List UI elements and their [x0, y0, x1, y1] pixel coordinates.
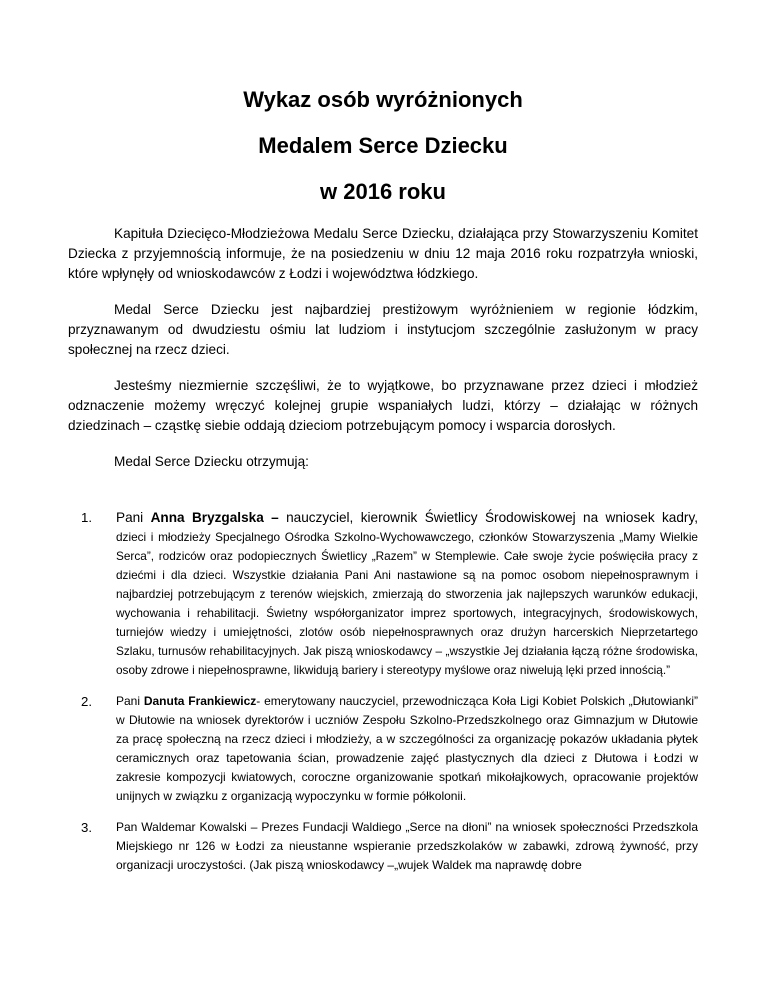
list-item-number: 2.: [81, 694, 92, 709]
recipient-description: dzieci i młodzieży Specjalnego Ośrodka Szkolno-Wychowawczego, członków Stowarzyszenia „Mamy Wielkie Serca”, rodziców oraz podopiecznych Świetlicy „Razem” w Stemplewie. Całe swoje życie poświęciła pracy z dziećmi i dla dzieci. Wszystkie działania Pani Ani nastawione są na pomoc osobom niepełnosprawnym i najbardziej potrzebującym z terenów wiejskich, zmierzają do stworzenia jak najlepszych warunków edukacji, wychowania i rehabilitacji. Świetny współorganizator imprez sportowych, integracyjnych, środowiskowych, turniejów wiedzy i umiejętności, zlotów osób niepełnosprawnych oraz drużyn harcerskich Nieprzetartego Szlaku, turnusów rehabilitacyjnych. Jak piszą wnioskodawcy – „wszystkie Jej działania łączą różne środowiska, osoby zdrowe i niepełnosprawne, likwidują bariery i stereotypy myślowe oraz niwelują lęki przed innością.”: [116, 530, 698, 677]
title-line-3: w 2016 roku: [320, 179, 446, 204]
title-line-1: Wykaz osób wyróżnionych: [243, 87, 523, 112]
list-item: [68, 818, 698, 875]
list-item: [68, 692, 698, 806]
recipients-list: [68, 508, 698, 875]
intro-paragraph-2: Medal Serce Dziecku jest najbardziej prestiżowym wyróżnieniem w regionie łódzkim, przyznawanym od dwudziestu ośmiu lat ludziom i instytucjom szczególnie zasłużonym w pracy społecznej na rzecz dzieci.: [68, 302, 698, 357]
list-item-text: Pan Waldemar Kowalski – Prezes Fundacji Waldiego „Serce na dłoni” na wniosek społeczności Przedszkola Miejskiego nr 126 w Łodzi za nieustanne wspieranie przedszkolaków w zabawki, zdrową żywność, przy organizacji uroczystości. (Jak piszą wnioskodawcy –„wujek Waldek ma naprawdę dobre: [116, 820, 698, 872]
intro-paragraph-3: Jesteśmy niezmiernie szczęśliwi, że to wyjątkowe, bo przyznawane przez dzieci i młodzież odznaczenie możemy wręczyć kolejnej grupie wspaniałych ludzi, którzy – działając w różnych dziedzinach – cząstkę siebie oddają dzieciom potrzebującym pomocy i wsparcia dorosłych.: [68, 378, 698, 433]
recipient-prefix: Pani: [116, 694, 141, 708]
recipient-description: - emerytowany nauczyciel, przewodnicząca Koła Ligi Kobiet Polskich „Dłutowianki” w Dłutowie na wniosek dyrektorów i uczniów Zespołu Szkolno-Przedszkolnego oraz Gimnazjum w Dłutowie za pracę społeczną na rzecz dzieci i młodzieży, a w szczególności za organizację pokazów układania płytek ceramicznych oraz tapetowania ścian, prowadzenie zajęć plastycznych dla dzieci z Dłutowa i Łodzi w zakresie kompozycji kwiatowych, coroczne organizowanie spotkań mikołajkowych, opracowanie projektów unijnych w związku z organizacją wypoczynku w formie półkolonii.: [116, 694, 699, 803]
list-item-text: [116, 692, 698, 806]
recipient-lead-rest: nauczyciel, kierownik Świetlicy Środowiskowej na wniosek kadry,: [278, 510, 699, 525]
intro-paragraph-1: Kapituła Dziecięco-Młodzieżowa Medalu Serce Dziecku, działająca przy Stowarzyszeniu Komitet Dziecka z przyjemnością informuje, że na posiedzeniu w dniu 12 maja 2016 roku rozpatrzyła wnioski, które wpłynęły od wnioskodawców z Łodzi i województwa łódzkiego.: [68, 226, 698, 281]
intro-paragraph-4: Medal Serce Dziecku otrzymują:: [114, 454, 309, 469]
list-item: [68, 508, 698, 680]
recipient-name: Danuta Frankiewicz: [143, 694, 257, 708]
title-line-2: Medalem Serce Dziecku: [258, 133, 508, 158]
document-title: [68, 0, 698, 204]
recipient-prefix: Pani: [116, 510, 144, 525]
intro-section: [68, 224, 698, 472]
recipient-name: Anna Bryzgalska –: [150, 510, 279, 525]
list-item-number: 3.: [81, 820, 92, 835]
list-item-lead: [116, 508, 698, 528]
list-item-number: 1.: [81, 510, 92, 525]
